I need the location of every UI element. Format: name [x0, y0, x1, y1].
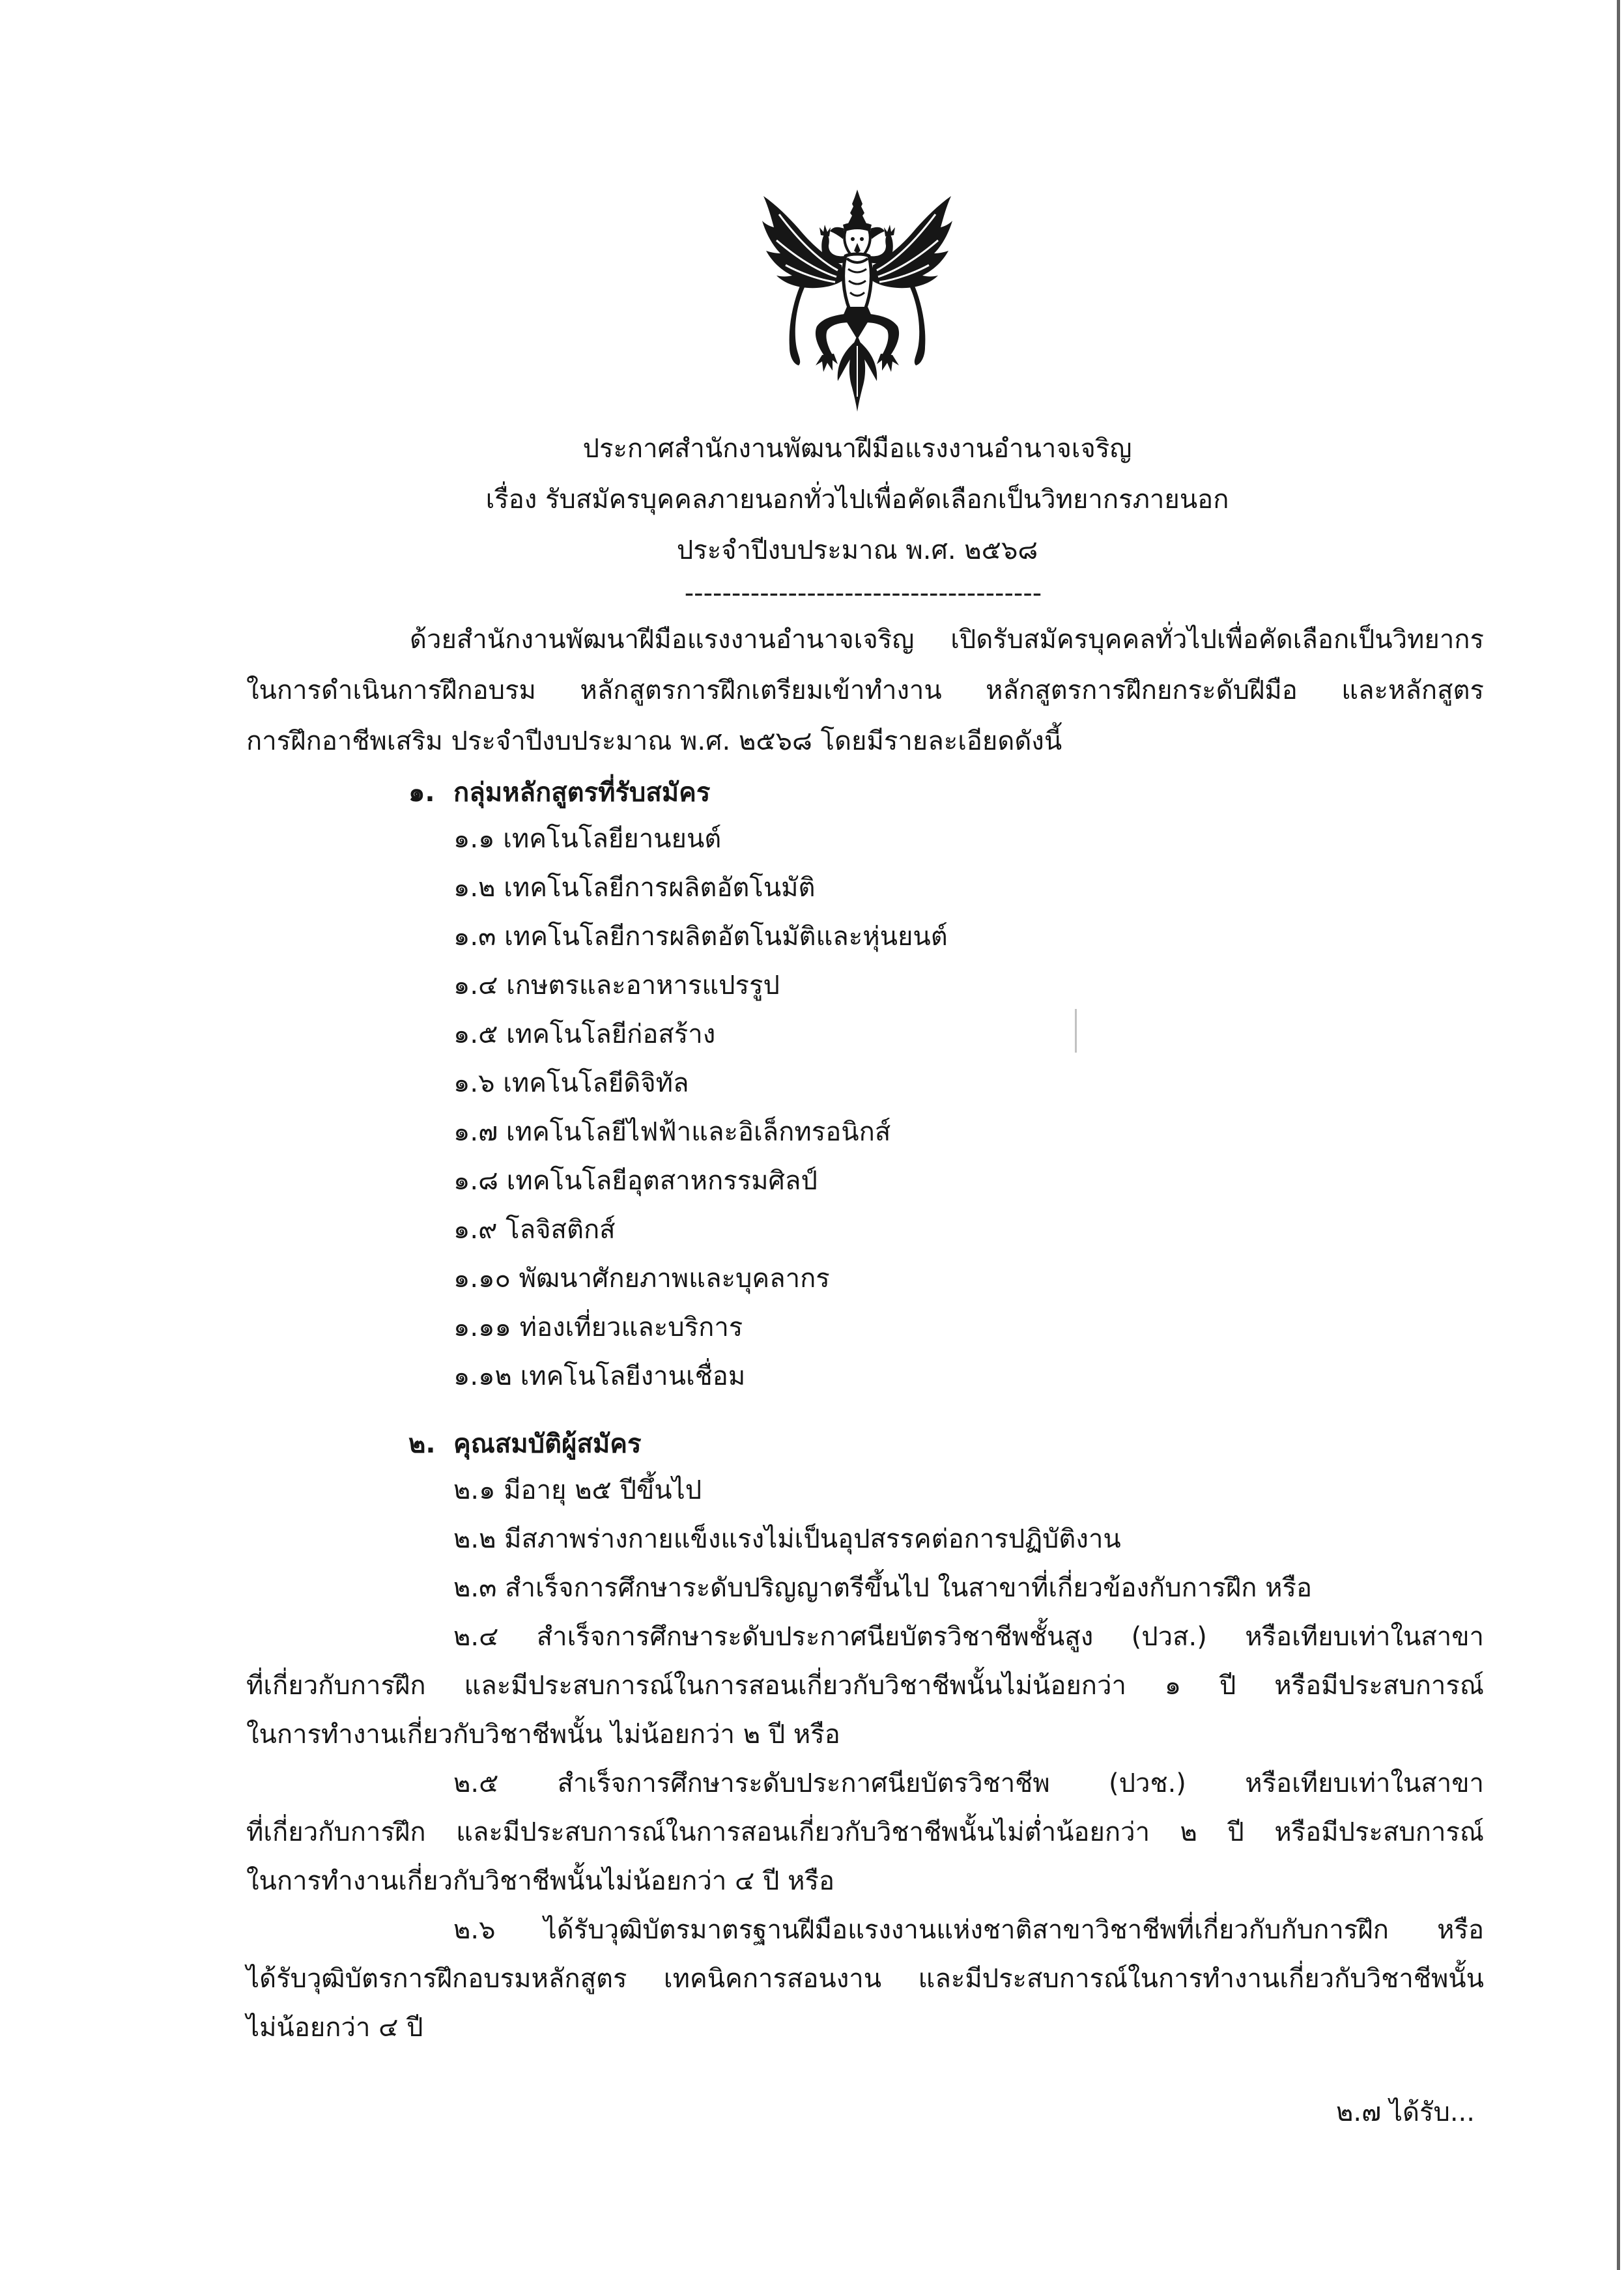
course-group-item: ๑.๙ โลจิสติกส์: [453, 1215, 616, 1245]
intro-line: ด้วยสำนักงานพัฒนาฝีมือแรงงานอำนาจเจริญ เปิดรับสมัครบุคคลทั่วไปเพื่อคัดเลือกเป็นวิทยากร: [410, 625, 1484, 655]
section-number: ๒.: [408, 1429, 436, 1459]
page-continuation: [1336, 2088, 1610, 2137]
qualification-item: [246, 1466, 1484, 1515]
section-heading: [246, 1420, 1484, 1469]
section-number: ๑.: [408, 778, 435, 808]
announcement-title: [238, 423, 1476, 576]
qualification-line: ๒.๖ ได้รับวุฒิบัตรมาตรฐานฝีมือแรงงานแห่งชาติสาขาวิชาชีพที่เกี่ยวกับกับการฝึก หรือ: [453, 1915, 1484, 1945]
qualification-line: ๒.๔ สำเร็จการศึกษาระดับประกาศนียบัตรวิชาชีพชั้นสูง (ปวส.) หรือเทียบเท่าในสาขา: [453, 1622, 1484, 1652]
continuation-text: ๒.๗ ได้รับ...: [1336, 2097, 1475, 2127]
title-line-fiscal-year: ประจำปีงบประมาณ พ.ศ. ๒๕๖๘: [676, 535, 1038, 565]
intro-paragraph: [246, 614, 1484, 767]
garuda-center: [843, 190, 872, 412]
course-group-item: ๑.๑๐ พัฒนาศักยภาพและบุคลากร: [453, 1264, 830, 1294]
course-group-item: ๑.๑๒ เทคโนโลยีงานเชื่อม: [453, 1361, 746, 1391]
intro-line: ในการดำเนินการฝึกอบรม หลักสูตรการฝึกเตรียมเข้าทำงาน หลักสูตรการฝึกยกระดับฝีมือ และหลักสูตร: [246, 675, 1484, 705]
course-group-item: ๑.๓ เทคโนโลยีการผลิตอัตโนมัติและหุ่นยนต์: [453, 922, 948, 952]
qualification-line: ไม่น้อยกว่า ๔ ปี: [246, 2013, 423, 2043]
qualification-line: ที่เกี่ยวกับการฝึก และมีประสบการณ์ในการสอนเกี่ยวกับวิชาชีพนั้นไม่ต่ำน้อยกว่า ๒ ปี หรือมีประสบการณ์: [246, 1817, 1484, 1847]
qualification-line: ๒.๓ สำเร็จการศึกษาระดับปริญญาตรีขึ้นไป ในสาขาที่เกี่ยวข้องกับการฝึก หรือ: [453, 1573, 1313, 1603]
intro-line: การฝึกอาชีพเสริม ประจำปีงบประมาณ พ.ศ. ๒๕๖๘ โดยมีรายละเอียดดังนี้: [246, 726, 1062, 756]
section-title: กลุ่มหลักสูตรที่รับสมัคร: [453, 778, 711, 808]
garuda-right-half: [860, 196, 952, 381]
title-line-subject: เรื่อง รับสมัครบุคคลภายนอกทั่วไปเพื่อคัดเลือกเป็นวิทยากรภายนอก: [485, 485, 1229, 515]
course-group-item: ๑.๔ เกษตรและอาหารแปรรูป: [453, 971, 780, 1000]
qualification-item: [246, 1613, 1484, 1759]
section-heading: [246, 769, 1484, 817]
title-separator: [244, 574, 1482, 613]
qualification-line: ๒.๕ สำเร็จการศึกษาระดับประกาศนียบัตรวิชาชีพ (ปวช.) หรือเทียบเท่าในสาขา: [453, 1768, 1484, 1798]
garuda-left-half: [762, 196, 855, 381]
section-1-heading: [246, 769, 1484, 817]
section-title: คุณสมบัติผู้สมัคร: [453, 1429, 642, 1459]
separator-dashes: --------------------------------------: [684, 578, 1042, 608]
qualification-line: ในการทำงานเกี่ยวกับวิชาชีพนั้นไม่น้อยกว่า ๔ ปี หรือ: [246, 1866, 834, 1896]
section-2-heading: [246, 1420, 1484, 1469]
qualification-item: [246, 1906, 1484, 2052]
scan-edge-line: [1617, 0, 1620, 2270]
course-group-item: ๑.๒ เทคโนโลยีการผลิตอัตโนมัติ: [453, 873, 816, 903]
course-group-item: ๑.๗ เทคโนโลยีไฟฟ้าและอิเล็กทรอนิกส์: [453, 1117, 891, 1147]
qualification-item: [246, 1759, 1484, 1906]
qualification-line: ๒.๑ มีอายุ ๒๕ ปีขึ้นไป: [453, 1475, 702, 1505]
qualification-item: [246, 1564, 1484, 1613]
qualification-item: [246, 1515, 1484, 1564]
course-group-item: ๑.๖ เทคโนโลยีดิจิทัล: [453, 1068, 689, 1098]
qualification-line: ในการทำงานเกี่ยวกับวิชาชีพนั้น ไม่น้อยกว่า ๒ ปี หรือ: [246, 1720, 840, 1750]
qualification-line: ที่เกี่ยวกับการฝึก และมีประสบการณ์ในการสอนเกี่ยวกับวิชาชีพนั้นไม่น้อยกว่า ๑ ปี หรือมีประสบการณ์: [246, 1671, 1484, 1701]
course-group-list: [246, 815, 1484, 1401]
garuda-emblem: [760, 188, 955, 413]
qualification-line: ได้รับวุฒิบัตรการฝึกอบรมหลักสูตร เทคนิคการสอนงาน และมีประสบการณ์ในการทำงานเกี่ยวกับวิชาชีพนั้น: [246, 1964, 1484, 1994]
qualification-line: ๒.๒ มีสภาพร่างกายแข็งแรงไม่เป็นอุปสรรคต่อการปฏิบัติงาน: [453, 1524, 1121, 1554]
course-group-item: ๑.๑ เทคโนโลยียานยนต์: [453, 824, 722, 854]
course-group-item: ๑.๘ เทคโนโลยีอุตสาหกรรมศิลป์: [453, 1166, 818, 1196]
title-line-agency: ประกาศสำนักงานพัฒนาฝีมือแรงงานอำนาจเจริญ: [582, 434, 1132, 464]
qualifications-list: [246, 1466, 1484, 2052]
course-group-item: ๑.๑๑ ท่องเที่ยวและบริการ: [453, 1312, 743, 1342]
course-group-item: ๑.๕ เทคโนโลยีก่อสร้าง: [453, 1019, 716, 1049]
